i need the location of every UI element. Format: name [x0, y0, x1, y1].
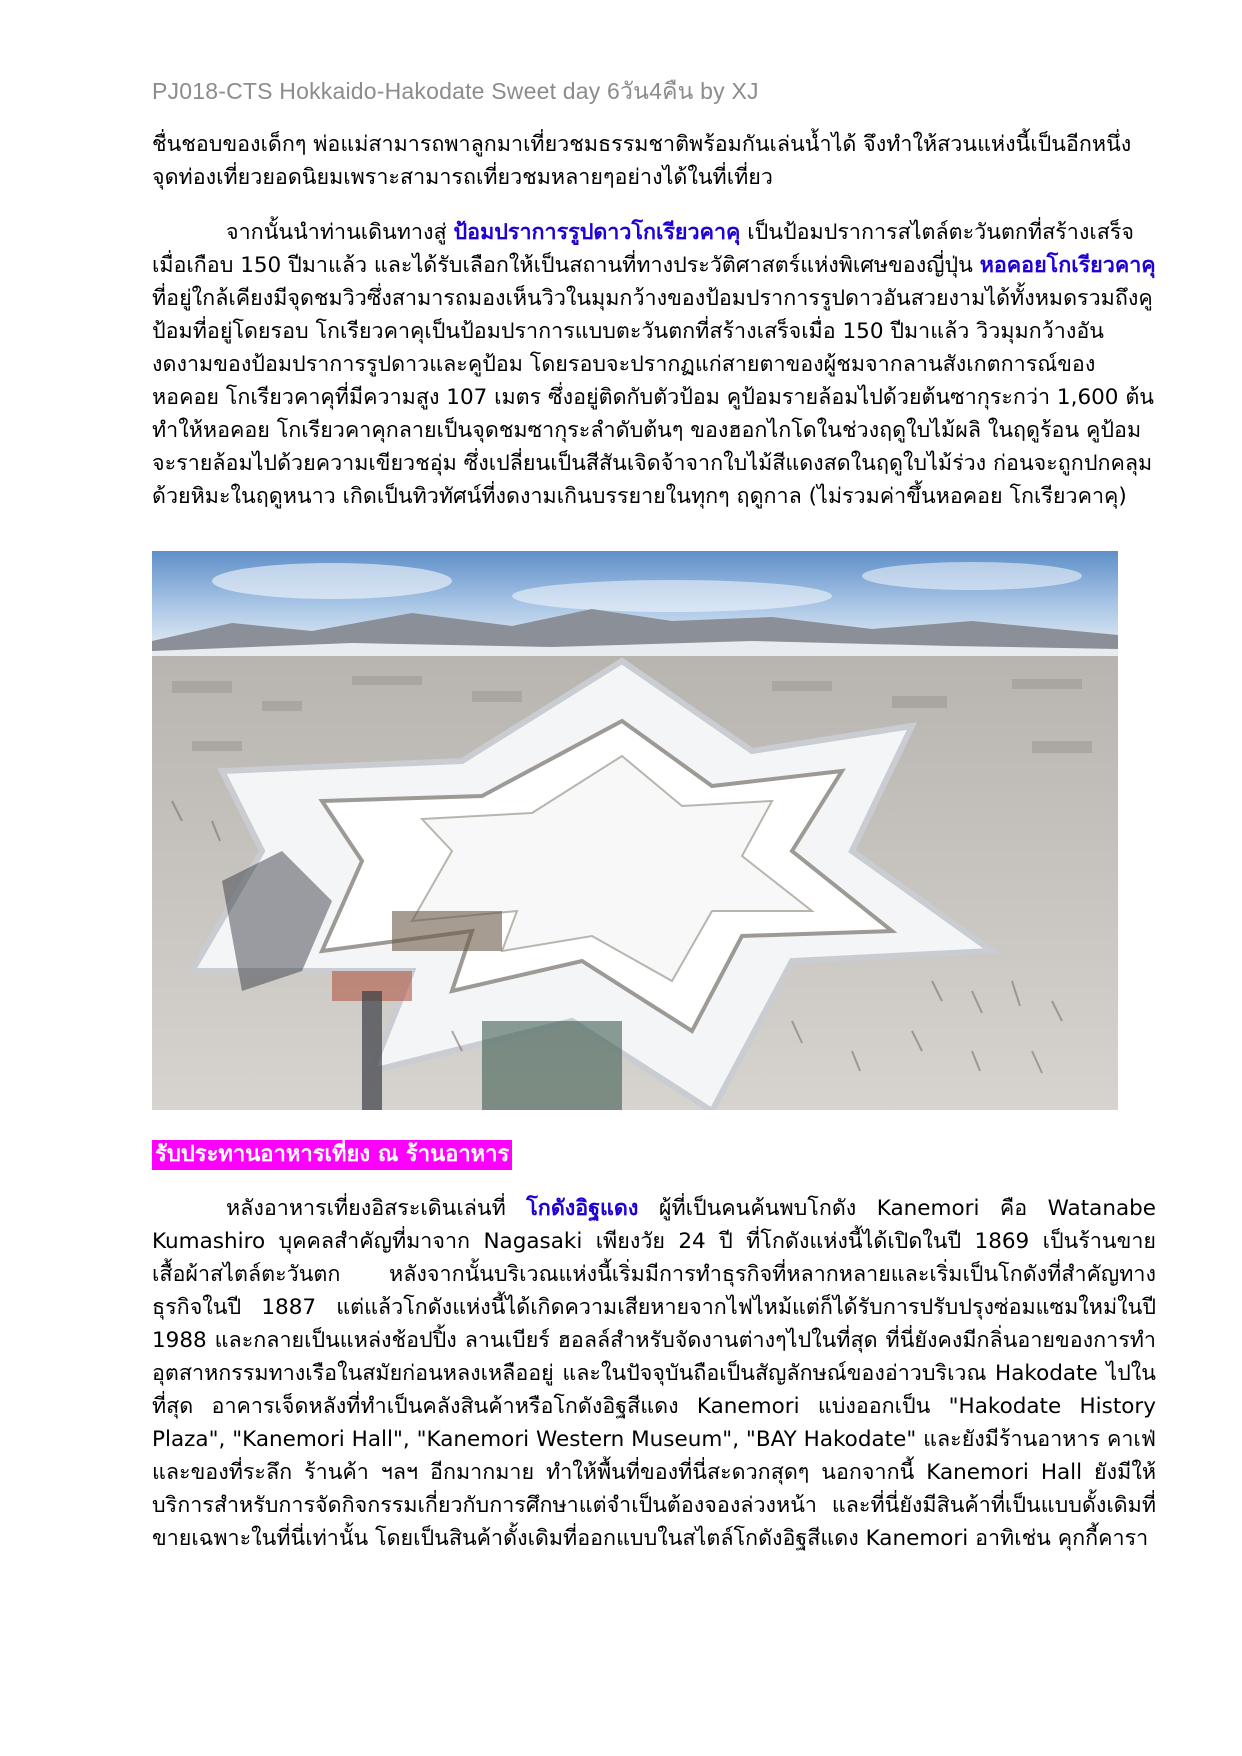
goryokaku-fort-link: ป้อมปราการรูปดาวโกเรียวคาคุ: [453, 220, 741, 245]
paragraph-park: [152, 128, 1156, 194]
goryokaku-aerial-photo: [152, 551, 1118, 1110]
lunch-heading: รับประทานอาหารเที่ยง ณ ร้านอาหาร: [152, 1140, 512, 1170]
goryokaku-tower-link: หอคอยโกเรียวคาคุ: [979, 253, 1156, 278]
red-brick-warehouse-link: โกดังอิฐแดง: [526, 1196, 639, 1221]
goryokaku-illustration: [152, 551, 1118, 1110]
paragraph-park-text: ชื่นชอบของเด็กๆ พ่อแม่สามารถพาลูกมาเที่ยวชมธรรมชาติพร้อมกันเล่นน้ำได้ จึงทำให้สวนแห่งนี้เป็นอีกหนึ่งจุดท่องเที่ยวยอดนิยมเพราะสามารถเที่ยวชมหลายๆอย่างได้ในที่เที่ยว: [152, 132, 1132, 190]
paragraph-goryokaku: [152, 216, 1156, 513]
paragraph-goryokaku-intro: จากนั้นนำท่านเดินทางสู่: [226, 220, 454, 245]
paragraph-warehouse-intro: หลังอาหารเที่ยงอิสระเดินเล่นที่: [226, 1196, 527, 1221]
paragraph-warehouse-text: ผู้ที่เป็นคนค้นพบโกดัง Kanemori คือ Watanabe Kumashiro บุคคลสำคัญที่มาจาก Nagasaki เพียงวัย 24 ปี ที่โกดังแห่งนี้ได้เปิดในปี 1869 เป็นร้านขายเสื้อผ้าสไตล์ตะวันตก หลังจากนั้นบริเวณแห่งนี้เริ่มมีการทำธุรกิจที่หลากหลายและเริ่มเป็นโกดังที่สำคัญทางธุรกิจในปี 1887 แต่แล้วโกดังแห่งนี้ได้เกิดความเสียหายจากไฟไหม้แต่ก็ได้รับการปรับปรุงซ่อมแซมใหม่ในปี 1988 และกลายเป็นแหล่งช้อปปิ้ง ลานเบียร์ ฮอลล์สำหรับจัดงานต่างๆไปในที่สุด ที่นี่ยังคงมีกลิ่นอายของการทำอุตสาหกรรมทางเรือในสมัยก่อนหลงเหลืออยู่ และในปัจจุบันถือเป็นสัญลักษณ์ของอ่าวบริเวณ Hakodate ไปในที่สุด อาคารเจ็ดหลังที่ทำเป็นคลังสินค้าหรือโกดังอิฐสีแดง Kanemori แบ่งออกเป็น "Hakodate History Plaza", "Kanemori Hall", "Kanemori Western Museum", "BAY Hakodate" และยังมีร้านอาหาร คาเฟ่และของที่ระลึก ร้านค้า ฯลฯ อีกมากมาย ทำให้พื้นที่ของที่นี่สะดวกสุดๆ นอกจากนี้ Kanemori Hall ยังมีให้บริการสำหรับการจัดกิจกรรมเกี่ยวกับการศึกษาแต่จำเป็นต้องจองล่วงหน้า และที่นี่ยังมีสินค้าที่เป็นแบบดั้งเดิมที่ขายเฉพาะในที่นี่เท่านั้น โดยเป็นสินค้าดั้งเดิมที่ออกแบบในสไตล์โกดังอิฐสีแดง Kanemori อาทิเช่น คุกกี้คารา: [152, 1196, 1157, 1551]
paragraph-goryokaku-text1: เป็นป้อมปราการสไตล์ตะวันตกที่สร้างเสร็จเมื่อเกือบ 150 ปีมาแล้ว และได้รับเลือกให้เป็นสถานที่ทางประวัติศาสตร์แห่งพิเศษของญี่ปุ่น: [152, 220, 1134, 278]
paragraph-warehouse: [152, 1192, 1156, 1555]
paragraph-goryokaku-text2: ที่อยู่ใกล้เคียงมีจุดชมวิวซึ่งสามารถมองเห็นวิวในมุมกว้างของป้อมปราการรูปดาวอันสวยงามได้ทั้งหมดรวมถึงคูป้อมที่อยู่โดยรอบ โกเรียวคาคุเป็นป้อมปราการแบบตะวันตกที่สร้างเสร็จเมื่อ 150 ปีมาแล้ว วิวมุมกว้างอันงดงามของป้อมปราการรูปดาวและคูป้อม โดยรอบจะปรากฏแก่สายตาของผู้ชมจากลานสังเกตการณ์ของหอคอย โกเรียวคาคุที่มีความสูง 107 เมตร ซึ่งอยู่ติดกับตัวป้อม คูป้อมรายล้อมไปด้วยต้นซากุระกว่า 1,600 ต้น ทำให้หอคอย โกเรียวคาคุกลายเป็นจุดชมซากุระลำดับต้นๆ ของฮอกไกโดในช่วงฤดูใบไม้ผลิ ในฤดูร้อน คูป้อมจะรายล้อมไปด้วยความเขียวชอุ่ม ซึ่งเปลี่ยนเป็นสีสันเจิดจ้าจากใบไม้สีแดงสดในฤดูใบไม้ร่วง ก่อนจะถูกปกคลุมด้วยหิมะในฤดูหนาว เกิดเป็นทิวทัศน์ที่งดงามเกินบรรยายในทุกๆ ฤดูกาล (ไม่รวมค่าขึ้นหอคอย โกเรียวคาคุ): [152, 286, 1154, 509]
page-header: PJ018-CTS Hokkaido-Hakodate Sweet day 6วัน4คืน by XJ: [152, 78, 759, 104]
